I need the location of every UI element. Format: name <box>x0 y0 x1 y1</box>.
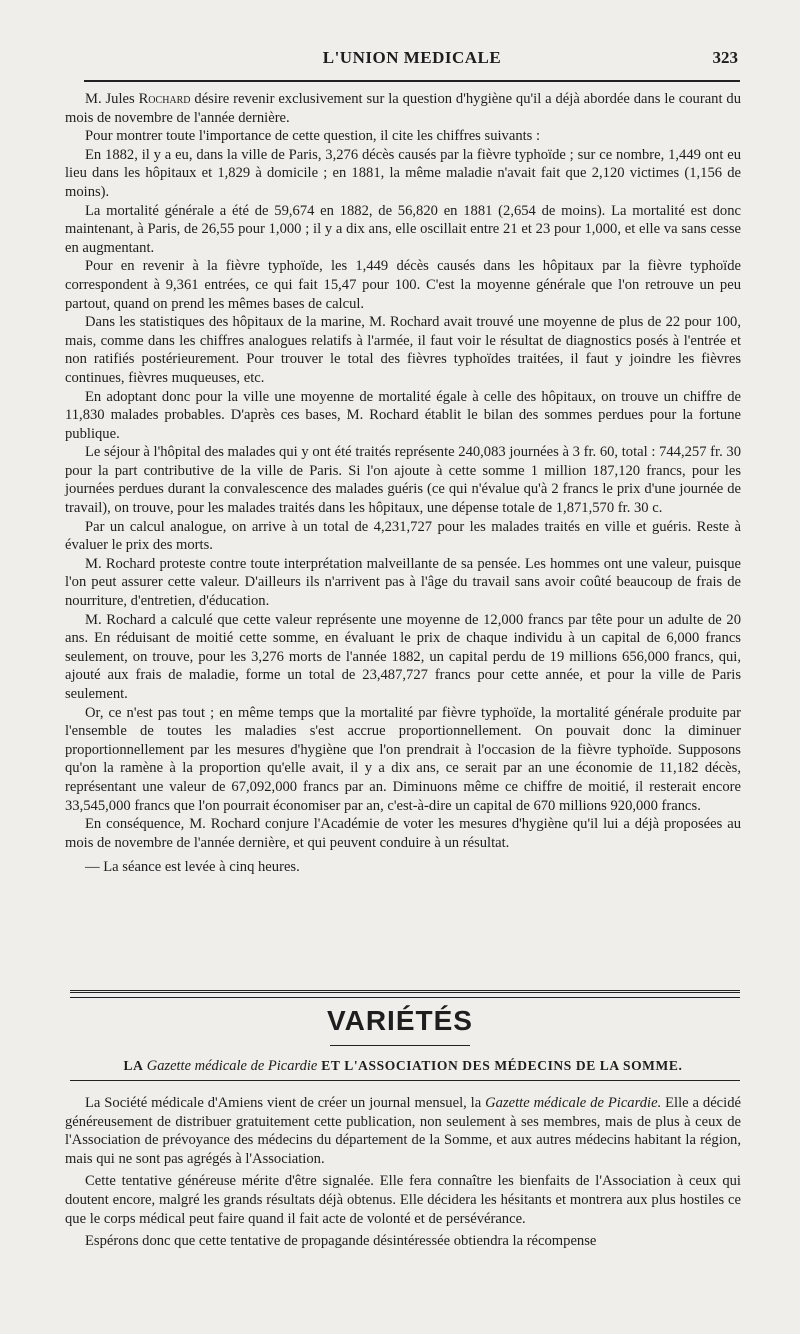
subtitle-prefix: LA <box>123 1058 147 1073</box>
running-title: L'UNION MEDICALE <box>322 48 502 67</box>
section-title: VARIÉTÉS <box>327 1005 473 1036</box>
closing-line: — La séance est levée à cinq heures. <box>85 859 300 876</box>
paragraph: Par un calcul analogue, on arrive à un total de 4,231,727 pour les malades traités en ville et guéris. Reste à évaluer le prix des morts. <box>65 518 741 554</box>
page-header <box>84 48 740 74</box>
subtitle-italic: Gazette médicale de Picardie <box>146 1058 318 1074</box>
paragraph: Dans les statistiques des hôpitaux de la marine, M. Rochard avait trouvé une moyenne de plus de 22 pour 100, mais, comme dans les chiffres analogues relatifs à l'armée, il faut voir le résultat de diagnostics posés à l'entrée et non ratifiés postérieurement. Pour trouver le total des fièvres typhoïdes traitées, il faut y joindre les fièvres continues, fièvres muqueuses, etc. <box>65 314 741 386</box>
paragraph: Pour montrer toute l'importance de cette question, il cite les chiffres suivants : <box>85 128 541 145</box>
paragraph: M. Rochard proteste contre toute interprétation malveillante de sa pensée. Les hommes ont une valeur, puisque l'on peut assurer cette valeur. D'ailleurs ils n'arrivent pas à l'âge du travail sans avoir coûté beaucoup de frais de nourriture, d'entretien, d'éducation. <box>65 555 741 610</box>
paragraph: Or, ce n'est pas tout ; en même temps que la mortalité par fièvre typhoïde, la mortalité générale produite par l'ensemble de toutes les maladies s'est accrue proportionnellement. On pouvait donc la diminuer proportionnellement par les mesures d'hygiène que l'on prendrait à l'occasion de la fièvre typhoïde. Supposons qu'on la ramène à la proportion qu'elle avait, il y a dix ans, ce serait par an une économie de 11,182 décès, représentant une valeur de 67,092,000 francs par an. Diminuons même ce chiffre de moitié, il resterait encore 33,545,000 francs que l'on pourrait économiser par an, c'est-à-dire un capital de 670 millions 920,000 francs. <box>65 704 741 814</box>
paragraph: Cette tentative généreuse mérite d'être signalée. Elle fera connaître les bienfaits de l'Association à ceux qui doutent encore, malgré les grands résultats déjà obtenus. Elle décidera les hésitants et montrera aux plus hostiles ce que le corps médical peut faire quand il fait acte de volonté et de persévérance. <box>65 1173 741 1227</box>
paragraph: M. Rochard a calculé que cette valeur représente une moyenne de 12,000 francs par tête pour un adulte de 20 ans. En réduisant de moitié cette somme, en évaluant le prix de chaque individu à un capital de 6,000 francs seulement, on trouve, pour les 3,276 morts de l'année 1882, un capital perdu de 19 millions 656,000 francs, qui, ajouté aux frais de maladie, forme un total de 23,487,727 francs pour cette année, et pour la ville de Paris seulement. <box>65 611 741 702</box>
subtitle-rule <box>70 1080 740 1081</box>
paragraph: Le séjour à l'hôpital des malades qui y ont été traités représente 240,083 journées à 3 fr. 60, total : 744,257 fr. 30 pour la part contributive de la ville de Paris. Si l'on ajoute à cette somme 1 million 187,120 francs, pour les journées perdues durant la convalescence des malades guéris (ce qui n'évalue qu'à 2 francs le prix d'une journée de travail), on trouve, pour les malades traités dans les hôpitaux, une dépense totale de 1,871,570 fr. 30 c. <box>65 444 741 517</box>
section-subtitle <box>65 1058 741 1075</box>
paragraph <box>65 90 741 127</box>
paragraph <box>65 1094 741 1168</box>
paragraph-text: Elle a décidé généreusement de distribuer gratuitement cette publication, non seulement à ses membres, mais de plus à ceux de l'Association de prévoyance des médecins du département de la Somme, et aux autres médecins habitant la région, mais qui ne sont pas agrégés à l'Association. <box>65 1095 741 1167</box>
paragraph: Espérons donc que cette tentative de propagande désintéressée obtiendra la récompense <box>85 1233 597 1250</box>
journal-name: Gazette médicale de Picardie. <box>485 1095 662 1111</box>
paragraph: Pour en revenir à la fièvre typhoïde, les 1,449 décès causés dans les hôpitaux par la fièvre typhoïde correspondent à 9,361 entrées, ce qui fait 15,47 pour 100. C'est la moyenne générale que l'on retrouve un peu partout, quand on prend les mêmes bases de calcul. <box>65 258 741 312</box>
paragraph: En conséquence, M. Rochard conjure l'Académie de voter les mesures d'hygiène qu'il lui a déjà proposées au mois de novembre de l'année dernière, et qui peuvent conduire à un résultat. <box>65 816 741 851</box>
paragraph-text: M. Jules <box>85 91 139 107</box>
paragraph: En adoptant donc pour la ville une moyenne de mortalité égale à celle des hôpitaux, on trouve un chiffre de 11,830 malades probables. D'après ces bases, M. Rochard établit le bilan des sommes perdues pour la fortune publique. <box>65 388 741 442</box>
section-body <box>65 1094 741 1255</box>
paragraph-text: La Société médicale d'Amiens vient de créer un journal mensuel, la <box>85 1095 486 1111</box>
header-rule <box>84 80 740 82</box>
section-divider <box>70 990 740 998</box>
page-number: 323 <box>712 48 738 67</box>
author-name: Rochard <box>138 91 191 107</box>
article-body <box>65 90 741 877</box>
paragraph-text: désire revenir exclusivement sur la question d'hygiène qu'il a déjà abordée dans le courant du mois de novembre de l'année dernière. <box>65 91 741 126</box>
paragraph: En 1882, il y a eu, dans la ville de Paris, 3,276 décès causés par la fièvre typhoïde ; sur ce nombre, 1,449 ont eu lieu dans les hôpitaux et 1,829 à domicile ; en 1881, la même maladie n'avait fait que 2,120 victimes (1,156 de moins). <box>65 146 741 200</box>
subtitle-suffix: ET L'ASSOCIATION DES MÉDECINS DE LA SOMME. <box>317 1058 683 1073</box>
paragraph: La mortalité générale a été de 59,674 en 1882, de 56,820 en 1881 (2,654 de moins). La mortalité est donc maintenant, à Paris, de 26,55 pour 1,000 ; il y a dix ans, elle oscillait entre 21 et 23 pour 1,000, et elle va sans cesse en augmentant. <box>65 202 741 256</box>
title-underline <box>330 1045 470 1046</box>
